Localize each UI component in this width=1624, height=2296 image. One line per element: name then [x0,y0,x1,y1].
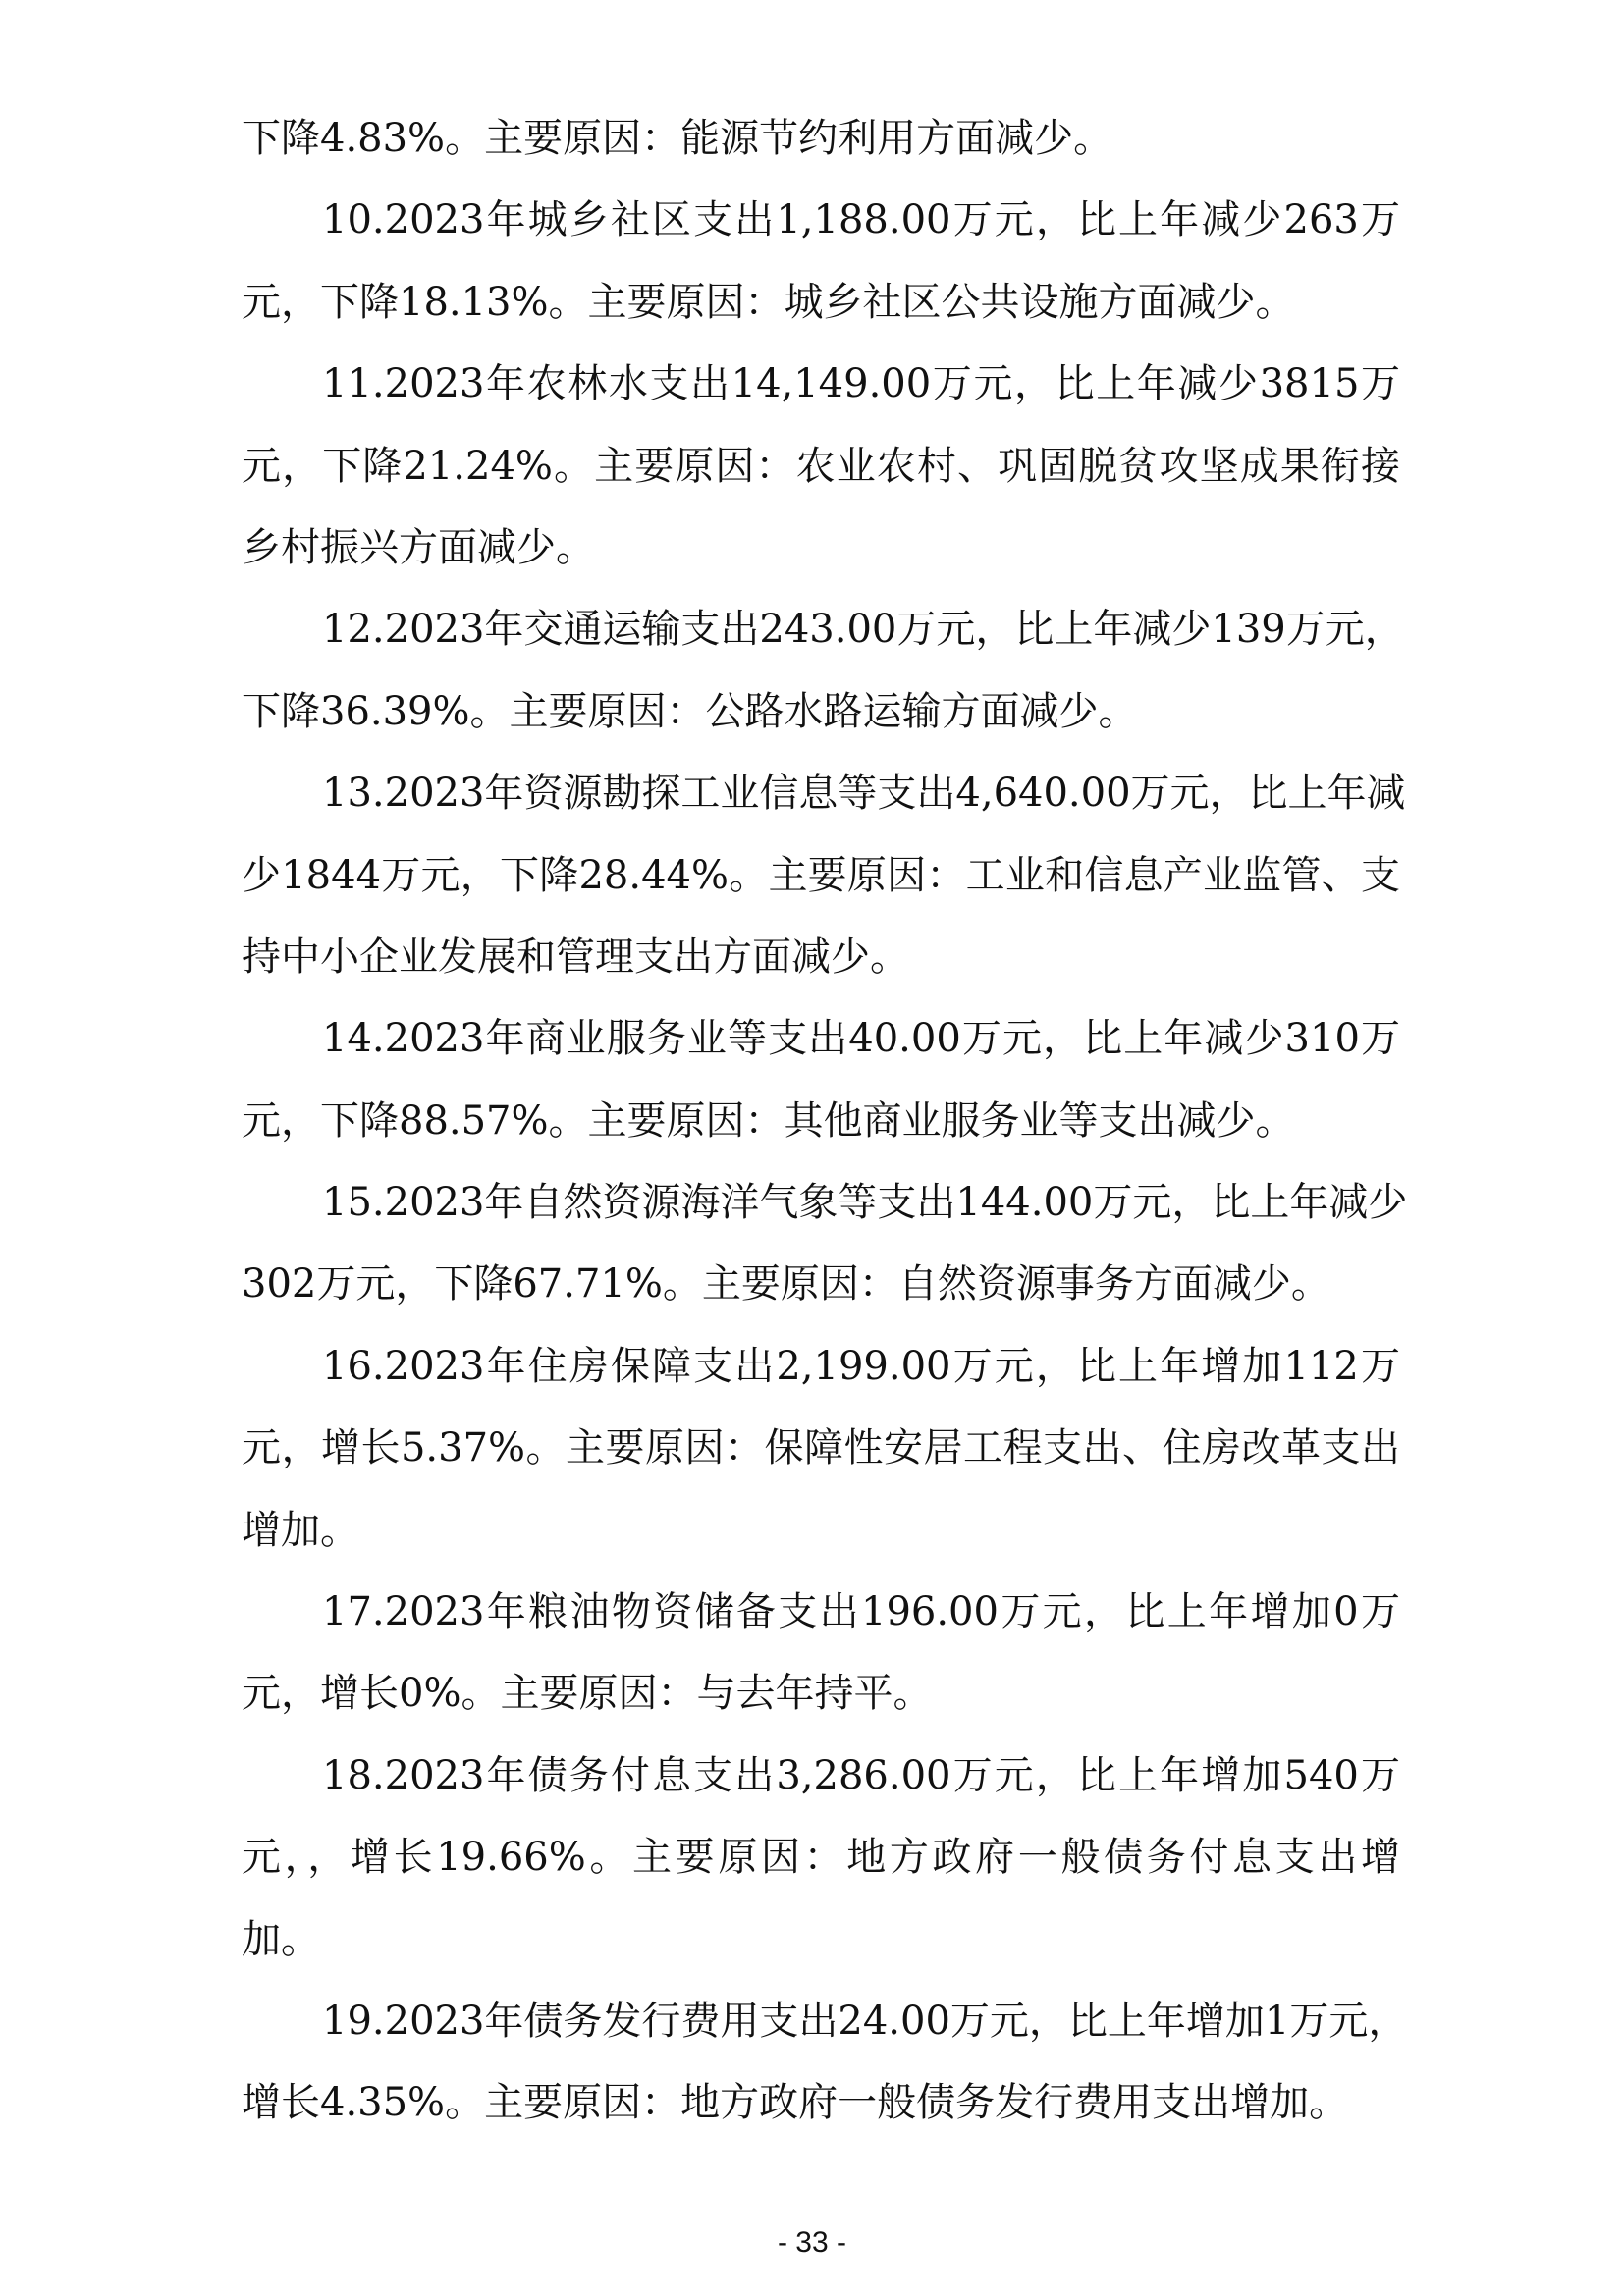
text-line: 12.2023年交通运输支出243.00万元，比上年减少139万元， [322,607,1404,653]
paragraph [242,753,1406,998]
text-line: 加。 [242,1916,320,1962]
paragraph [242,98,1400,180]
text-line: 10.2023年城乡社区支出1,188.00万元，比上年减少263万 [322,197,1400,243]
text-line: 增长4.35%。主要原因：地方政府一般债务发行费用支出增加。 [242,2080,1349,2126]
text-line: 增加。 [242,1507,359,1553]
text-line: 15.2023年自然资源海洋气象等支出144.00万元，比上年减少 [322,1180,1408,1226]
text-line: 元，下降18.13%。主要原因：城乡社区公共设施方面减少。 [242,279,1295,325]
text-line: 302万元，下降67.71%。主要原因：自然资源事务方面减少。 [242,1261,1330,1308]
document-body [242,98,1408,2145]
text-line: 元，，增长19.66%。主要原因：地方政府一般债务付息支出增 [242,1835,1400,1881]
paragraph [242,998,1400,1162]
text-line: 14.2023年商业服务业等支出40.00万元，比上年减少310万 [322,1016,1400,1062]
text-line: 11.2023年农林水支出14,149.00万元，比上年减少3815万 [322,361,1400,407]
paragraph [242,589,1404,753]
text-line: 元，下降21.24%。主要原因：农业农村、巩固脱贫攻坚成果衔接 [242,443,1400,489]
text-line: 17.2023年粮油物资储备支出196.00万元，比上年增加0万 [322,1589,1400,1635]
text-line: 19.2023年债务发行费用支出24.00万元，比上年增加1万元， [322,1998,1408,2044]
text-line: 乡村振兴方面减少。 [242,524,595,570]
paragraph [242,344,1400,589]
text-line: 元，下降88.57%。主要原因：其他商业服务业等支出减少。 [242,1097,1295,1144]
text-line: 18.2023年债务付息支出3,286.00万元，比上年增加540万 [322,1752,1400,1798]
paragraph [242,180,1400,344]
text-line: 元，增长0%。主要原因：与去年持平。 [242,1671,933,1717]
text-line: 16.2023年住房保障支出2,199.00万元，比上年增加112万 [322,1343,1400,1389]
page-number: - 33 - [777,2226,847,2259]
text-line: 下降4.83%。主要原因：能源节约利用方面减少。 [242,116,1113,161]
text-line: 下降36.39%。主要原因：公路水路运输方面减少。 [242,688,1138,734]
paragraph [242,1572,1400,1735]
paragraph [242,1162,1408,1326]
text-line: 13.2023年资源勘探工业信息等支出4,640.00万元，比上年减 [322,771,1406,817]
paragraph [242,1326,1400,1572]
paragraph [242,1735,1400,1981]
text-line: 持中小企业发展和管理支出方面减少。 [242,934,909,980]
text-line: 少1844万元，下降28.44%。主要原因：工业和信息产业监管、支 [242,852,1400,898]
paragraph [242,1981,1408,2145]
text-line: 元，增长5.37%。主要原因：保障性安居工程支出、住房改革支出 [242,1425,1400,1471]
